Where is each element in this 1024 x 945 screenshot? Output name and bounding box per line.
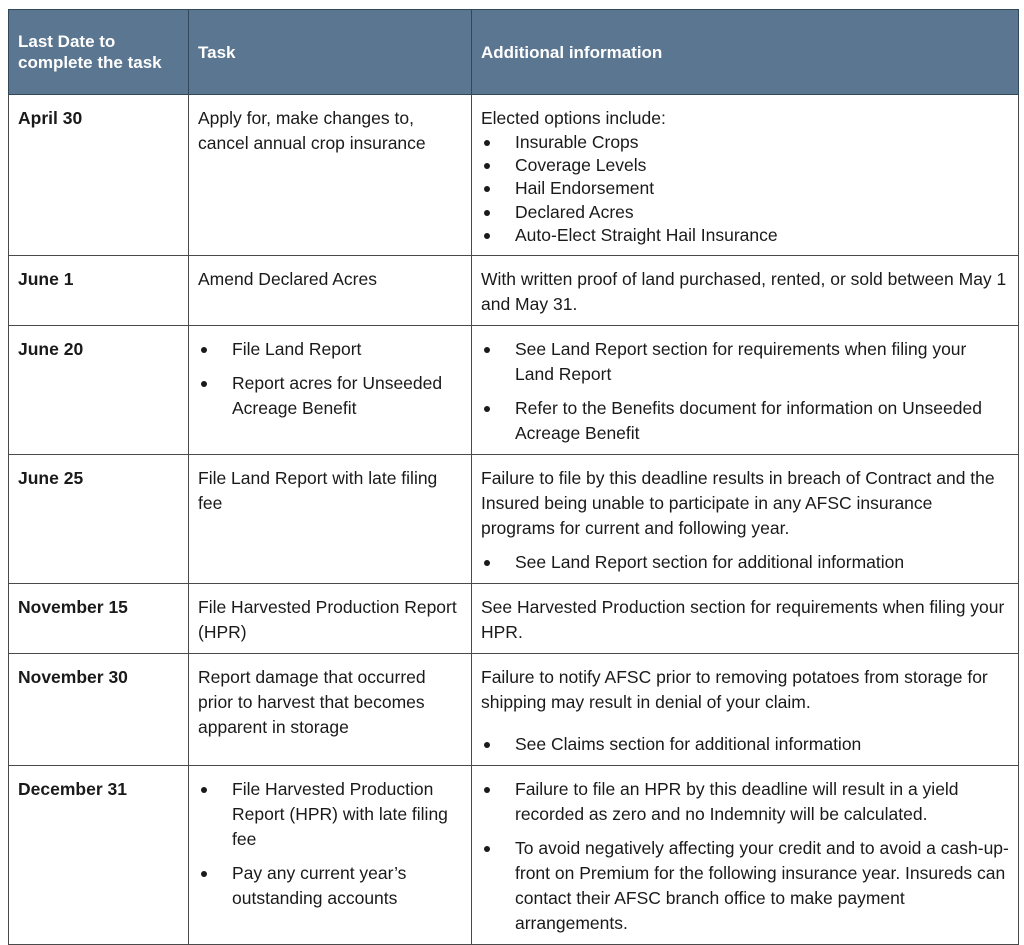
list-item: Hail Endorsement — [481, 177, 1009, 200]
list-item: File Harvested Production Report (HPR) with late filing fee — [198, 777, 462, 852]
info-cell — [472, 766, 1019, 945]
task-cell: File Land Report with late filing fee — [189, 455, 472, 584]
info-list — [481, 337, 1009, 446]
task-cell — [189, 766, 472, 945]
info-cell: With written proof of land purchased, rented, or sold between May 1 and May 31. — [472, 256, 1019, 326]
deadline-table — [8, 9, 1019, 945]
table-row — [9, 455, 1019, 584]
date-cell: December 31 — [9, 766, 189, 945]
table-row — [9, 95, 1019, 256]
task-cell: Apply for, make changes to, cancel annual crop insurance — [189, 95, 472, 256]
info-list — [481, 131, 1009, 247]
list-item: Declared Acres — [481, 201, 1009, 224]
header-date: Last Date to complete the task — [9, 10, 189, 95]
list-item: Report acres for Unseeded Acreage Benefit — [198, 371, 462, 421]
date-cell: April 30 — [9, 95, 189, 256]
header-task: Task — [189, 10, 472, 95]
date-cell: June 25 — [9, 455, 189, 584]
info-list — [481, 777, 1009, 936]
task-cell: File Harvested Production Report (HPR) — [189, 584, 472, 654]
task-cell: Amend Declared Acres — [189, 256, 472, 326]
list-item: See Land Report section for additional information — [481, 550, 1009, 575]
table-row — [9, 584, 1019, 654]
info-text: Failure to file by this deadline results in breach of Contract and the Insured being unable to participate in any AFSC insurance programs for current and following year. — [481, 468, 995, 539]
task-list — [198, 337, 462, 421]
table-row — [9, 654, 1019, 766]
list-item: Insurable Crops — [481, 131, 1009, 154]
header-row — [9, 10, 1019, 95]
date-cell: November 30 — [9, 654, 189, 766]
table-row — [9, 766, 1019, 945]
info-list — [481, 732, 1009, 757]
info-text: Failure to notify AFSC prior to removing potatoes from storage for shipping may result in denial of your claim. — [481, 667, 988, 713]
list-item: To avoid negatively affecting your credit and to avoid a cash-up-front on Premium for the following insurance year. Insureds can contact their AFSC branch office to make payment arrangements. — [481, 836, 1009, 936]
info-cell — [472, 455, 1019, 584]
table-row — [9, 326, 1019, 455]
date-cell: June 1 — [9, 256, 189, 326]
task-cell — [189, 326, 472, 455]
list-item: File Land Report — [198, 337, 462, 362]
list-item: Failure to file an HPR by this deadline will result in a yield recorded as zero and no Indemnity will be calculated. — [481, 777, 1009, 827]
info-cell — [472, 654, 1019, 766]
list-item: Pay any current year’s outstanding accounts — [198, 861, 462, 911]
info-list — [481, 550, 1009, 575]
task-list — [198, 777, 462, 911]
list-item: Refer to the Benefits document for information on Unseeded Acreage Benefit — [481, 396, 1009, 446]
task-cell: Report damage that occurred prior to harvest that becomes apparent in storage — [189, 654, 472, 766]
date-cell: June 20 — [9, 326, 189, 455]
list-item: See Claims section for additional information — [481, 732, 1009, 757]
info-cell — [472, 95, 1019, 256]
info-cell: See Harvested Production section for requirements when filing your HPR. — [472, 584, 1019, 654]
header-info: Additional information — [472, 10, 1019, 95]
date-cell: November 15 — [9, 584, 189, 654]
list-item: Coverage Levels — [481, 154, 1009, 177]
list-item: See Land Report section for requirements when filing your Land Report — [481, 337, 1009, 387]
info-text: Elected options include: — [481, 108, 666, 128]
list-item: Auto-Elect Straight Hail Insurance — [481, 224, 1009, 247]
table-row — [9, 256, 1019, 326]
info-cell — [472, 326, 1019, 455]
